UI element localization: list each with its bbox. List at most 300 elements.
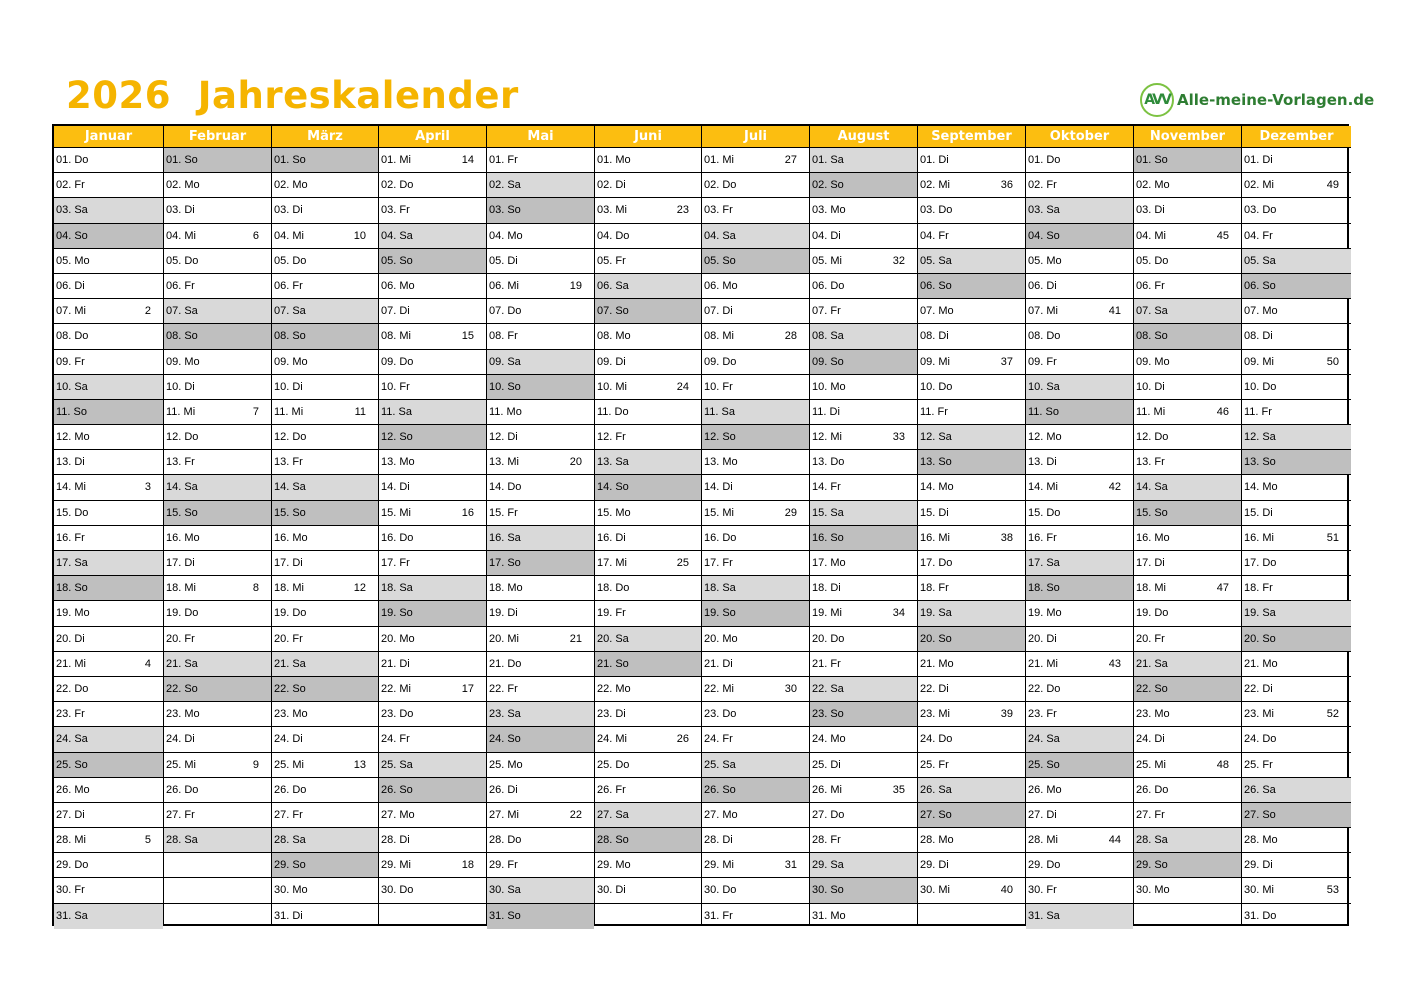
day-label: 14. Di [704, 481, 733, 494]
logo-text: Alle-meine-Vorlagen.de [1177, 91, 1375, 109]
day-label: 02. So [812, 179, 844, 192]
day-cell [1242, 450, 1351, 475]
week-number: 38 [1000, 531, 1013, 544]
day-cell [810, 904, 917, 929]
week-number: 31 [784, 859, 797, 872]
day-cell [1242, 501, 1351, 526]
day-label: 03. Fr [704, 204, 733, 217]
day-cell [54, 224, 163, 249]
day-label: 14. Sa [166, 481, 198, 494]
day-label: 11. Fr [920, 405, 948, 418]
day-cell [54, 601, 163, 626]
day-cell [1134, 475, 1241, 500]
day-cell [918, 601, 1025, 626]
day-cell [54, 551, 163, 576]
day-cell [54, 350, 163, 375]
day-label: 21. Mo [1244, 657, 1278, 670]
day-label: 24. Fr [381, 733, 410, 746]
day-cell [272, 677, 378, 702]
day-label: 17. Do [920, 557, 953, 569]
day-cell [810, 803, 917, 828]
day-cell [54, 778, 163, 803]
day-label: 15. Sa [812, 506, 844, 519]
day-label: 03. Fr [381, 204, 410, 217]
day-label: 09. Fr [1028, 355, 1057, 368]
day-label: 03. Do [1244, 204, 1277, 217]
day-label: 21. Do [489, 657, 522, 670]
week-number: 47 [1216, 582, 1229, 595]
day-cell [1242, 249, 1351, 274]
day-cell [702, 299, 809, 324]
day-cell [595, 778, 701, 803]
day-label: 01. Mi [381, 154, 411, 166]
day-label: 25. Fr [1244, 758, 1273, 771]
day-cell [810, 450, 917, 475]
week-number: 42 [1108, 481, 1121, 494]
day-label: 23. Mo [274, 708, 308, 721]
day-label: 01. Do [56, 154, 89, 166]
day-label: 07. So [597, 305, 629, 318]
day-cell [918, 778, 1025, 803]
day-cell [1242, 475, 1351, 500]
day-cell [702, 224, 809, 249]
day-label: 17. Di [166, 557, 195, 569]
day-label: 09. So [812, 355, 844, 368]
day-cell [164, 753, 271, 778]
day-label: 05. Do [166, 254, 199, 267]
day-cell [1026, 853, 1133, 878]
day-cell [702, 274, 809, 299]
day-cell [54, 198, 163, 223]
day-label: 07. Mi [56, 305, 86, 318]
day-label: 04. Fr [920, 229, 949, 242]
day-cell [487, 148, 594, 173]
day-cell [810, 299, 917, 324]
day-cell [702, 803, 809, 828]
day-cell [272, 198, 378, 223]
day-label: 05. Sa [1244, 254, 1276, 267]
day-cell [487, 526, 594, 551]
day-label: 14. Mo [920, 481, 954, 494]
day-label: 12. Do [166, 431, 199, 444]
day-cell [918, 425, 1025, 450]
day-cell [1134, 853, 1241, 878]
day-label: 01. Di [920, 154, 949, 166]
day-label: 15. Di [920, 506, 949, 519]
day-label: 28. Mo [1244, 834, 1278, 847]
day-label: 21. Mi [56, 657, 86, 670]
day-cell [272, 878, 378, 903]
day-label: 29. Do [56, 859, 89, 872]
day-label: 02. Do [704, 179, 737, 192]
day-label: 28. Mi [56, 834, 86, 847]
day-label: 12. Mi [812, 431, 842, 444]
day-label: 07. Sa [1136, 305, 1168, 318]
day-cell [1242, 627, 1351, 652]
day-label: 21. Mi [1028, 657, 1058, 670]
day-label: 29. Mi [381, 859, 411, 872]
day-label: 07. Sa [274, 305, 306, 318]
day-cell [1026, 878, 1133, 903]
day-cell [1242, 274, 1351, 299]
day-cell [595, 904, 701, 929]
day-cell [1026, 627, 1133, 652]
day-label: 21. Di [381, 657, 410, 670]
day-cell [1026, 224, 1133, 249]
day-cell [1026, 702, 1133, 727]
day-cell [272, 450, 378, 475]
day-label: 14. Mi [56, 481, 86, 494]
day-label: 28. Di [704, 834, 733, 847]
day-label: 16. Mi [1244, 531, 1274, 544]
day-cell [272, 299, 378, 324]
day-label: 24. Di [1136, 733, 1165, 746]
week-number: 46 [1216, 405, 1229, 418]
day-label: 06. Mo [381, 279, 415, 292]
day-label: 11. Sa [381, 405, 412, 418]
day-cell [1242, 878, 1351, 903]
day-label: 26. Mi [812, 783, 842, 796]
day-cell [810, 375, 917, 400]
day-label: 02. Fr [1028, 179, 1057, 192]
day-label: 10. Sa [56, 380, 88, 393]
day-label: 28. Sa [166, 834, 198, 847]
day-label: 08. Sa [812, 330, 844, 343]
day-cell [1242, 904, 1351, 929]
day-cell [487, 828, 594, 853]
day-cell [272, 173, 378, 198]
day-cell [379, 702, 486, 727]
day-cell [595, 652, 701, 677]
day-cell [379, 274, 486, 299]
day-label: 23. Mo [166, 708, 200, 721]
day-label: 18. Do [597, 582, 630, 595]
day-cell [379, 425, 486, 450]
week-number: 16 [461, 506, 474, 519]
day-cell [1026, 526, 1133, 551]
day-label: 15. So [1136, 506, 1168, 519]
day-cell [487, 551, 594, 576]
day-cell [1026, 677, 1133, 702]
day-label: 09. Mo [274, 355, 308, 368]
week-number: 4 [144, 657, 151, 670]
day-label: 11. Sa [704, 405, 735, 418]
day-cell [379, 501, 486, 526]
week-number: 14 [461, 154, 474, 166]
day-label: 13. So [920, 456, 952, 469]
day-label: 06. Fr [274, 279, 303, 292]
week-number: 20 [569, 456, 582, 469]
day-cell [379, 400, 486, 425]
day-cell [810, 677, 917, 702]
week-number: 23 [676, 204, 689, 217]
day-label: 16. Do [704, 531, 737, 544]
day-cell [595, 677, 701, 702]
day-label: 01. Mo [597, 154, 631, 166]
day-cell [54, 324, 163, 349]
day-cell [54, 803, 163, 828]
day-cell [595, 400, 701, 425]
day-cell [164, 803, 271, 828]
day-label: 14. So [597, 481, 629, 494]
day-cell [810, 475, 917, 500]
day-cell [272, 778, 378, 803]
day-cell [487, 576, 594, 601]
day-cell [164, 274, 271, 299]
day-cell [164, 677, 271, 702]
day-label: 10. Do [1244, 380, 1277, 393]
day-label: 30. Di [597, 884, 626, 897]
day-label: 09. Di [597, 355, 626, 368]
day-cell [1026, 198, 1133, 223]
day-cell [702, 400, 809, 425]
day-cell [595, 224, 701, 249]
day-label: 17. Sa [1028, 557, 1060, 569]
day-label: 13. Di [56, 456, 85, 469]
day-label: 25. Do [597, 758, 630, 771]
day-cell [595, 450, 701, 475]
day-cell [487, 224, 594, 249]
week-number: 21 [569, 632, 582, 645]
day-label: 13. Di [1028, 456, 1057, 469]
day-cell [54, 425, 163, 450]
day-label: 22. So [166, 682, 198, 695]
day-cell [595, 803, 701, 828]
day-cell [1134, 324, 1241, 349]
week-number: 26 [676, 733, 689, 746]
day-cell [1026, 299, 1133, 324]
week-number: 13 [353, 758, 366, 771]
day-cell [1242, 753, 1351, 778]
day-cell [918, 148, 1025, 173]
day-label: 10. Mo [812, 380, 846, 393]
day-cell [1134, 551, 1241, 576]
month-header: Oktober [1026, 126, 1133, 148]
day-cell [487, 601, 594, 626]
day-cell [164, 299, 271, 324]
day-cell [702, 173, 809, 198]
day-label: 10. Fr [704, 380, 733, 393]
day-cell [487, 299, 594, 324]
day-label: 21. Sa [166, 657, 198, 670]
day-cell [702, 526, 809, 551]
day-cell [379, 853, 486, 878]
day-cell [1134, 375, 1241, 400]
month-header: Februar [164, 126, 271, 148]
day-label: 14. Di [381, 481, 410, 494]
day-label: 03. Do [920, 204, 953, 217]
day-cell [918, 224, 1025, 249]
day-label: 18. Sa [381, 582, 413, 595]
day-cell [1026, 450, 1133, 475]
day-cell [595, 173, 701, 198]
day-label: 28. Di [381, 834, 410, 847]
day-label: 29. Di [1244, 859, 1273, 872]
day-label: 02. Fr [56, 179, 85, 192]
day-label: 08. Mi [381, 330, 411, 343]
day-label: 17. Di [1136, 557, 1165, 569]
day-label: 26. Sa [1244, 783, 1276, 796]
day-label: 18. Mi [166, 582, 196, 595]
day-label: 21. Di [704, 657, 733, 670]
day-cell [272, 702, 378, 727]
day-cell [918, 551, 1025, 576]
day-label: 24. Mi [597, 733, 627, 746]
month-column-5 [595, 126, 702, 924]
day-label: 16. Fr [1028, 531, 1057, 544]
day-cell [272, 400, 378, 425]
day-label: 20. Fr [274, 632, 303, 645]
day-cell [1026, 803, 1133, 828]
day-cell [272, 828, 378, 853]
week-number: 27 [784, 154, 797, 166]
day-cell [1242, 224, 1351, 249]
day-label: 30. Do [704, 884, 737, 897]
day-cell [164, 148, 271, 173]
day-label: 21. Sa [1136, 657, 1168, 670]
day-cell [54, 627, 163, 652]
day-cell [918, 904, 1025, 929]
day-label: 19. Mo [56, 607, 90, 620]
day-label: 28. Do [489, 834, 522, 847]
day-cell [702, 601, 809, 626]
day-cell [54, 173, 163, 198]
day-cell [272, 904, 378, 929]
day-cell [164, 652, 271, 677]
week-number: 41 [1108, 305, 1121, 318]
day-label: 30. Mi [1244, 884, 1274, 897]
day-label: 01. Do [1028, 154, 1061, 166]
day-label: 26. So [704, 783, 736, 796]
week-number: 7 [252, 405, 259, 418]
day-label: 08. Do [56, 330, 89, 343]
day-cell [379, 878, 486, 903]
day-label: 01. So [1136, 154, 1168, 166]
day-cell [702, 753, 809, 778]
month-header: August [810, 126, 917, 148]
week-number: 51 [1326, 531, 1339, 544]
day-cell [1242, 677, 1351, 702]
day-cell [164, 475, 271, 500]
day-label: 06. Fr [166, 279, 195, 292]
day-cell [487, 400, 594, 425]
day-cell [810, 274, 917, 299]
day-cell [702, 652, 809, 677]
day-label: 03. Di [166, 204, 195, 217]
site-logo[interactable] [1140, 82, 1374, 118]
day-cell [702, 249, 809, 274]
day-cell [164, 425, 271, 450]
day-cell [595, 853, 701, 878]
day-label: 06. Mi [489, 279, 519, 292]
day-label: 31. Di [274, 909, 303, 922]
day-label: 10. Mi [597, 380, 627, 393]
day-label: 18. Di [812, 582, 841, 595]
day-cell [595, 198, 701, 223]
day-cell [164, 904, 271, 929]
day-label: 09. Do [381, 355, 414, 368]
day-label: 19. Do [166, 607, 199, 620]
day-cell [487, 198, 594, 223]
day-cell [1026, 753, 1133, 778]
day-label: 18. So [1028, 582, 1060, 595]
day-label: 05. Di [489, 254, 518, 267]
day-label: 10. Di [1136, 380, 1165, 393]
day-label: 26. Mo [56, 783, 90, 796]
day-label: 18. Mo [489, 582, 523, 595]
week-number: 2 [144, 305, 151, 318]
week-number: 29 [784, 506, 797, 519]
day-label: 23. Mi [1244, 708, 1274, 721]
week-number: 34 [892, 607, 905, 620]
day-label: 08. So [274, 330, 306, 343]
week-number: 33 [892, 431, 905, 444]
day-label: 06. Di [1028, 279, 1057, 292]
day-cell [164, 450, 271, 475]
day-cell [1134, 249, 1241, 274]
day-cell [1134, 299, 1241, 324]
day-cell [1026, 551, 1133, 576]
month-column-4 [487, 126, 595, 924]
day-label: 27. So [920, 808, 952, 821]
day-label: 31. So [489, 909, 521, 922]
day-label: 17. Mo [812, 557, 846, 569]
day-label: 04. Fr [1244, 229, 1273, 242]
day-label: 14. Sa [1136, 481, 1168, 494]
day-label: 11. Fr [1244, 405, 1272, 418]
day-cell [54, 526, 163, 551]
week-number: 53 [1326, 884, 1339, 897]
day-label: 11. Do [597, 405, 629, 418]
day-cell [1134, 904, 1241, 929]
day-label: 22. Di [1244, 682, 1273, 695]
month-header: April [379, 126, 486, 148]
day-cell [918, 375, 1025, 400]
day-label: 18. So [56, 582, 88, 595]
week-number: 15 [461, 330, 474, 343]
day-label: 03. So [489, 204, 521, 217]
day-cell [1134, 778, 1241, 803]
day-label: 14. Do [489, 481, 522, 494]
day-label: 13. Mo [381, 456, 415, 469]
day-cell [272, 627, 378, 652]
day-cell [918, 324, 1025, 349]
day-label: 15. Mi [381, 506, 411, 519]
day-label: 30. Mo [1136, 884, 1170, 897]
day-label: 07. Mi [1028, 305, 1058, 318]
day-label: 08. Mi [704, 330, 734, 343]
day-label: 01. So [166, 154, 198, 166]
week-number: 44 [1108, 834, 1121, 847]
day-label: 03. Sa [1028, 204, 1060, 217]
day-cell [595, 702, 701, 727]
month-column-11 [1242, 126, 1351, 924]
week-number: 30 [784, 682, 797, 695]
day-label: 30. Sa [489, 884, 521, 897]
week-number: 45 [1216, 229, 1229, 242]
day-label: 01. Sa [812, 154, 844, 166]
day-label: 29. Mo [597, 859, 631, 872]
day-label: 05. Do [274, 254, 307, 267]
month-header: Juli [702, 126, 809, 148]
day-cell [1134, 198, 1241, 223]
day-cell [487, 803, 594, 828]
day-label: 23. Di [597, 708, 626, 721]
day-cell [379, 249, 486, 274]
day-label: 06. So [1244, 279, 1276, 292]
week-number: 17 [461, 682, 474, 695]
month-header: Mai [487, 126, 594, 148]
